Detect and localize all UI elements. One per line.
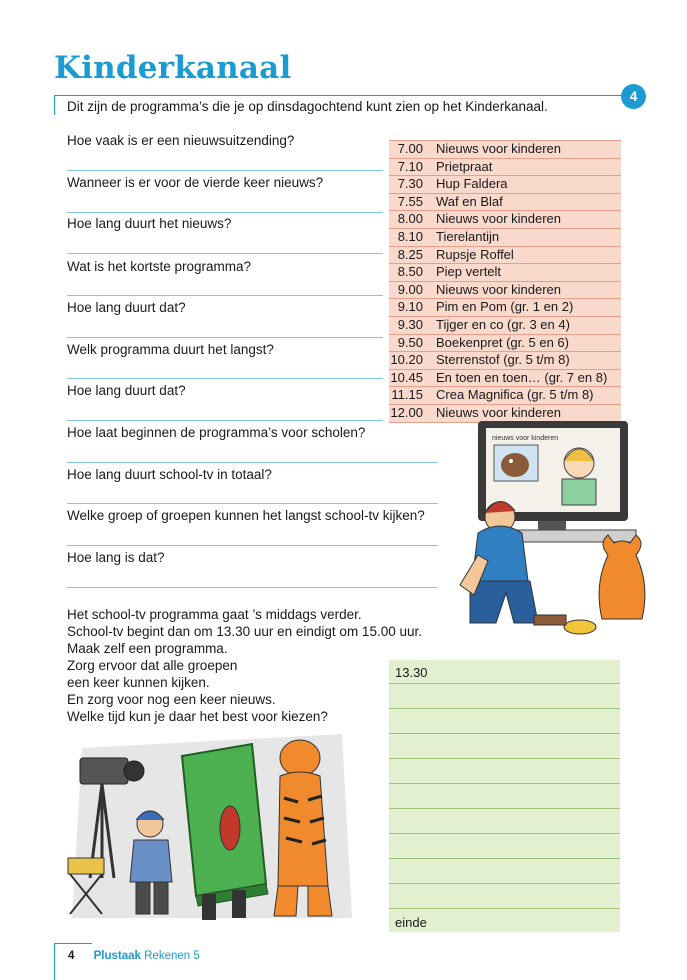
schedule-time: 11.15 bbox=[391, 387, 423, 403]
paragraph-line: Het school-tv programma gaat ’s middags verder. bbox=[67, 607, 362, 622]
schedule-program: Prietpraat bbox=[436, 158, 493, 174]
question-6: Welk programma duurt het langst? bbox=[67, 342, 274, 357]
schedule-program: Rupsje Roffel bbox=[436, 246, 514, 262]
question-5: Hoe lang duurt dat? bbox=[67, 300, 186, 315]
schedule-row bbox=[389, 247, 621, 265]
schedule-row bbox=[389, 194, 621, 212]
schedule-program: Nieuws voor kinderen bbox=[436, 281, 562, 297]
schedule-program: Pim en Pom (gr. 1 en 2) bbox=[436, 299, 574, 315]
answer-line-9[interactable] bbox=[67, 503, 438, 504]
schedule-table bbox=[389, 140, 621, 423]
footer bbox=[68, 950, 200, 962]
schedule-row bbox=[389, 335, 621, 353]
question-7: Hoe lang duurt dat? bbox=[67, 383, 186, 398]
schedule-time: 7.55 bbox=[397, 193, 423, 209]
schedule-program: Boekenpret (gr. 5 en 6) bbox=[436, 334, 569, 350]
question-1: Hoe vaak is er een nieuwsuitzending? bbox=[67, 133, 295, 148]
schedule-program: Tierelantijn bbox=[436, 228, 500, 244]
schedule-time: 10.45 bbox=[390, 369, 423, 385]
schedule-row bbox=[389, 387, 621, 405]
plan-line[interactable] bbox=[389, 908, 620, 909]
page-title: Kinderkanaal bbox=[54, 50, 292, 86]
plan-line[interactable] bbox=[389, 883, 620, 884]
schedule-program: Sterrenstof (gr. 5 t/m 8) bbox=[436, 352, 570, 368]
schedule-row bbox=[389, 282, 621, 300]
schedule-program: En toen en toen… (gr. 7 en 8) bbox=[436, 369, 608, 385]
schedule-time: 8.00 bbox=[397, 211, 423, 227]
afternoon-schedule-box[interactable] bbox=[389, 660, 620, 932]
question-4: Wat is het kortste programma? bbox=[67, 259, 252, 274]
title-rule-left bbox=[54, 95, 55, 115]
page-badge: 4 bbox=[621, 84, 646, 109]
schedule-program: Nieuws voor kinderen bbox=[436, 211, 562, 227]
answer-line-6[interactable] bbox=[67, 378, 383, 379]
plan-start-time: 13.30 bbox=[395, 665, 428, 680]
paragraph-line: Maak zelf een programma. bbox=[67, 641, 228, 656]
schedule-time: 8.25 bbox=[397, 246, 423, 262]
question-9: Hoe lang duurt school-tv in totaal? bbox=[67, 467, 272, 482]
question-8: Hoe laat beginnen de programma’s voor scholen? bbox=[67, 425, 366, 440]
schedule-program: Piep vertelt bbox=[436, 264, 502, 280]
plan-line[interactable] bbox=[389, 833, 620, 834]
question-3: Hoe lang duurt het nieuws? bbox=[67, 216, 232, 231]
schedule-program: Tijger en co (gr. 3 en 4) bbox=[436, 316, 570, 332]
schedule-time: 8.50 bbox=[397, 264, 423, 280]
schedule-time: 7.10 bbox=[397, 158, 423, 174]
schedule-row bbox=[389, 352, 621, 370]
answer-line-7[interactable] bbox=[67, 420, 383, 421]
paragraph-line: Welke tijd kun je daar het best voor kiezen? bbox=[67, 709, 328, 724]
schedule-time: 8.10 bbox=[397, 228, 423, 244]
schedule-time: 12.00 bbox=[390, 404, 423, 420]
schedule-time: 9.00 bbox=[397, 281, 423, 297]
schedule-time: 7.00 bbox=[397, 141, 423, 156]
answer-line-10[interactable] bbox=[67, 545, 438, 546]
paragraph-line: En zorg voor nog een keer nieuws. bbox=[67, 692, 276, 707]
tv-watching-illustration bbox=[440, 415, 650, 650]
schedule-time: 9.50 bbox=[397, 334, 423, 350]
answer-line-5[interactable] bbox=[67, 337, 383, 338]
plan-line[interactable] bbox=[389, 858, 620, 859]
schedule-row bbox=[389, 299, 621, 317]
schedule-time: 9.30 bbox=[397, 316, 423, 332]
schedule-row bbox=[389, 141, 621, 159]
instruction-paragraph bbox=[67, 606, 422, 725]
schedule-row bbox=[389, 176, 621, 194]
schedule-time: 10.20 bbox=[390, 352, 423, 368]
intro-text: Dit zijn de programma’s die je op dinsdagochtend kunt zien op het Kinderkanaal. bbox=[67, 99, 548, 114]
schedule-time: 9.10 bbox=[397, 299, 423, 315]
title-rule bbox=[54, 95, 624, 96]
schedule-program: Nieuws voor kinderen bbox=[436, 141, 562, 156]
schedule-row bbox=[389, 264, 621, 282]
answer-line-11[interactable] bbox=[67, 587, 438, 588]
answer-line-1[interactable] bbox=[67, 170, 383, 171]
plan-line[interactable] bbox=[389, 808, 620, 809]
schedule-row bbox=[389, 370, 621, 388]
tv-caption: nieuws voor kinderen bbox=[492, 435, 559, 442]
schedule-row bbox=[389, 317, 621, 335]
schedule-program: Nieuws voor kinderen bbox=[436, 404, 562, 420]
answer-line-2[interactable] bbox=[67, 212, 383, 213]
plan-line[interactable] bbox=[389, 733, 620, 734]
answer-line-8[interactable] bbox=[67, 462, 438, 463]
schedule-row bbox=[389, 159, 621, 177]
schedule-row bbox=[389, 211, 621, 229]
schedule-program: Crea Magnifica (gr. 5 t/m 8) bbox=[436, 387, 594, 403]
answer-line-3[interactable] bbox=[67, 253, 383, 254]
page-number: 4 bbox=[68, 950, 75, 962]
plan-line[interactable] bbox=[389, 783, 620, 784]
plan-line[interactable] bbox=[389, 758, 620, 759]
schedule-program: Hup Faldera bbox=[436, 176, 508, 192]
footer-brand: Plustaak bbox=[93, 950, 141, 962]
question-2: Wanneer is er voor de vierde keer nieuws? bbox=[67, 175, 324, 190]
paragraph-line: Zorg ervoor dat alle groepen bbox=[67, 658, 238, 673]
schedule-row bbox=[389, 229, 621, 247]
footer-rule bbox=[54, 943, 55, 980]
paragraph-line: een keer kunnen kijken. bbox=[67, 675, 210, 690]
plan-end-label: einde bbox=[395, 915, 427, 930]
footer-subtitle: Rekenen 5 bbox=[144, 950, 200, 962]
paragraph-line: School-tv begint dan om 13.30 uur en eindigt om 15.00 uur. bbox=[67, 624, 422, 639]
schedule-time: 7.30 bbox=[397, 176, 423, 192]
plan-line[interactable] bbox=[389, 683, 620, 684]
plan-line[interactable] bbox=[389, 708, 620, 709]
question-11: Hoe lang is dat? bbox=[67, 550, 165, 565]
question-10: Welke groep of groepen kunnen het langst school-tv kijken? bbox=[67, 508, 425, 523]
answer-line-4[interactable] bbox=[67, 295, 383, 296]
footer-rule-top bbox=[54, 943, 92, 944]
film-crew-illustration bbox=[62, 728, 362, 928]
schedule-program: Waf en Blaf bbox=[436, 193, 503, 209]
